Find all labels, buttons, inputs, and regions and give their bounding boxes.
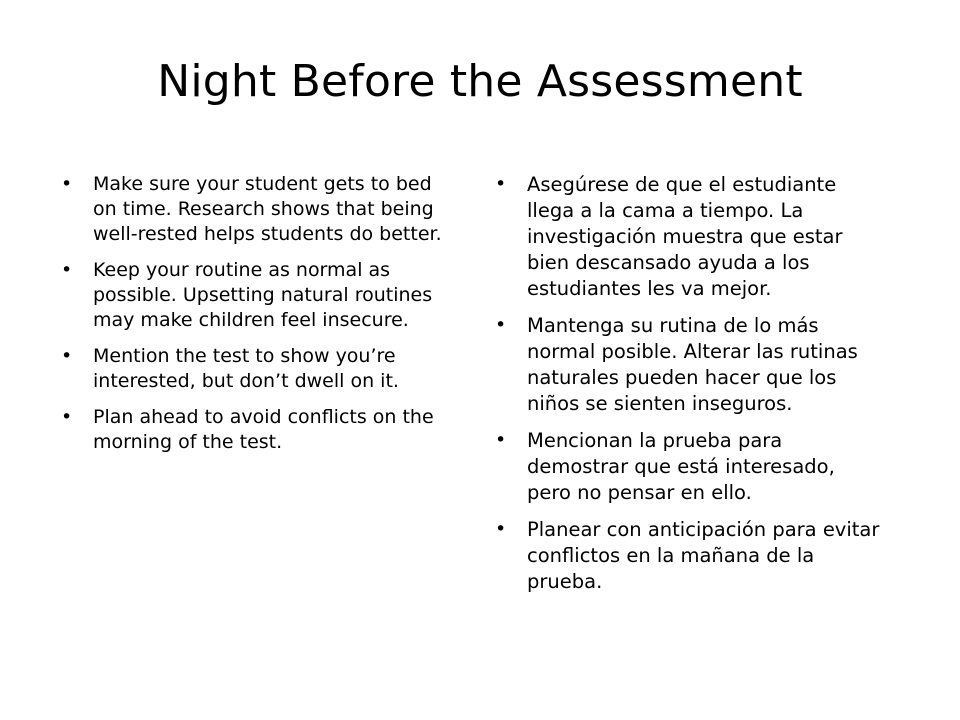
bullet-icon: • [495, 314, 507, 336]
bullet-icon: • [495, 173, 507, 195]
bullet-text: Planear con anticipación para evitar conflictos en la mañana de la prueba. [527, 518, 880, 593]
bullet-item [60, 258, 450, 333]
bullet-icon: • [61, 173, 73, 195]
bullet-icon: • [61, 259, 73, 281]
bullet-item [494, 313, 884, 417]
bullet-item [60, 344, 450, 394]
bullet-icon: • [61, 345, 73, 367]
bullet-text: Asegúrese de que el estudiante llega a la cama a tiempo. La investigación muestra que estar bien descansado ayuda a los estudiantes les va mejor. [527, 173, 843, 300]
bullet-item [494, 428, 884, 506]
bullet-text: Make sure your student gets to bed on time. Research shows that being well-rested helps students do better. [93, 173, 442, 245]
slide-title: Night Before the Assessment [157, 56, 803, 107]
bullet-text: Mencionan la prueba para demostrar que está interesado, pero no pensar en ello. [527, 429, 835, 504]
bullet-item [60, 405, 450, 455]
bullet-icon: • [495, 518, 507, 540]
bullet-text: Mention the test to show you’re interested, but don’t dwell on it. [93, 345, 399, 392]
bullet-icon: • [61, 406, 73, 428]
bullet-text: Mantenga su rutina de lo más normal posible. Alterar las rutinas naturales pueden hacer que los niños se sienten inseguros. [527, 314, 858, 415]
bullet-icon: • [495, 429, 507, 451]
bullet-item [60, 172, 450, 247]
bullet-item [494, 517, 884, 595]
bullet-item [494, 172, 884, 302]
english-bullet-list [60, 172, 450, 466]
bullet-text: Keep your routine as normal as possible. Upsetting natural routines may make children feel insecure. [93, 259, 433, 331]
bullet-text: Plan ahead to avoid conflicts on the morning of the test. [93, 406, 434, 453]
spanish-bullet-list [494, 172, 884, 606]
